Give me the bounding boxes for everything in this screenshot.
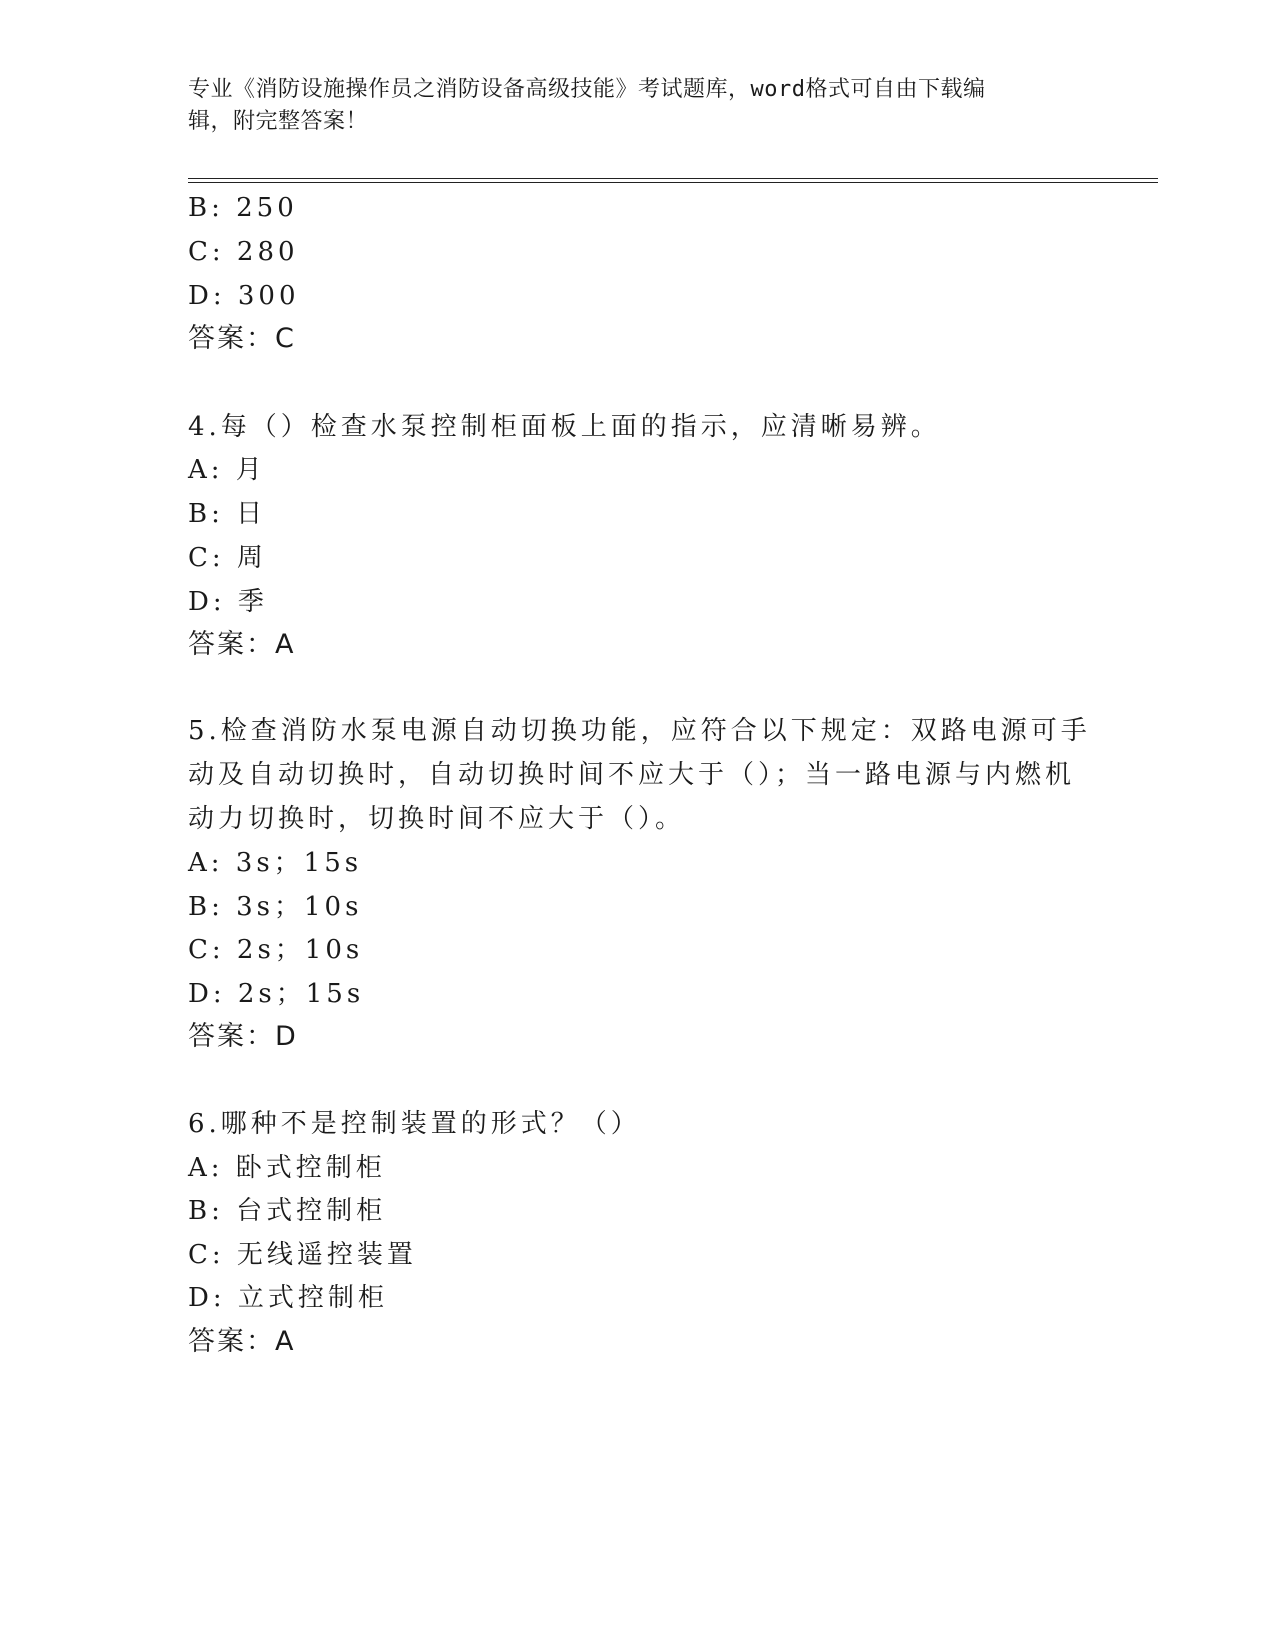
- q6-question: 6.哪种不是控制装置的形式？（）: [188, 1109, 641, 1139]
- q4-option-b: B: 日: [188, 499, 267, 529]
- q6-option-a: A: 卧式控制柜: [188, 1153, 386, 1183]
- q5-answer: 答案：D: [188, 1021, 298, 1052]
- q6-option-c: C: 无线遥控装置: [188, 1240, 417, 1270]
- q3-option-c: C: 280: [188, 237, 299, 267]
- q6-answer: 答案：A: [188, 1326, 296, 1357]
- q5-option-b: B: 3s；10s: [188, 892, 363, 922]
- q4-option-a: A: 月: [188, 455, 266, 485]
- q6-option-d: D: 立式控制柜: [188, 1283, 388, 1313]
- q4-option-d: D: 季: [188, 587, 268, 617]
- q5-option-c: C: 2s；10s: [188, 935, 364, 965]
- q3-option-b: B: 250: [188, 193, 298, 223]
- q4-option-c: C: 周: [188, 543, 267, 573]
- header-divider-top: [188, 178, 1158, 179]
- q6-option-b: B: 台式控制柜: [188, 1196, 387, 1226]
- header-line-2: 辑，附完整答案！: [188, 109, 369, 134]
- document-header: [188, 74, 1068, 138]
- q5-question-line-2: 动及自动切换时，自动切换时间不应大于（）；当一路电源与内燃机: [188, 760, 1076, 790]
- q4-answer: 答案：A: [188, 629, 296, 660]
- q5-question-line-3: 动力切换时，切换时间不应大于（）。: [188, 804, 686, 834]
- q4-question: 4.每（）检查水泵控制柜面板上面的指示，应清晰易辨。: [188, 412, 941, 442]
- q3-answer: 答案：C: [188, 323, 296, 354]
- q5-option-d: D: 2s；15s: [188, 979, 365, 1009]
- header-divider-bottom: [188, 182, 1158, 183]
- q5-option-a: A: 3s；15s: [188, 848, 363, 878]
- header-line-1: 专业《消防设施操作员之消防设备高级技能》考试题库，word格式可自由下载编: [188, 77, 986, 102]
- q3-option-d: D: 300: [188, 281, 300, 311]
- q5-question-line-1: 5.检查消防水泵电源自动切换功能，应符合以下规定：双路电源可手: [188, 716, 1091, 746]
